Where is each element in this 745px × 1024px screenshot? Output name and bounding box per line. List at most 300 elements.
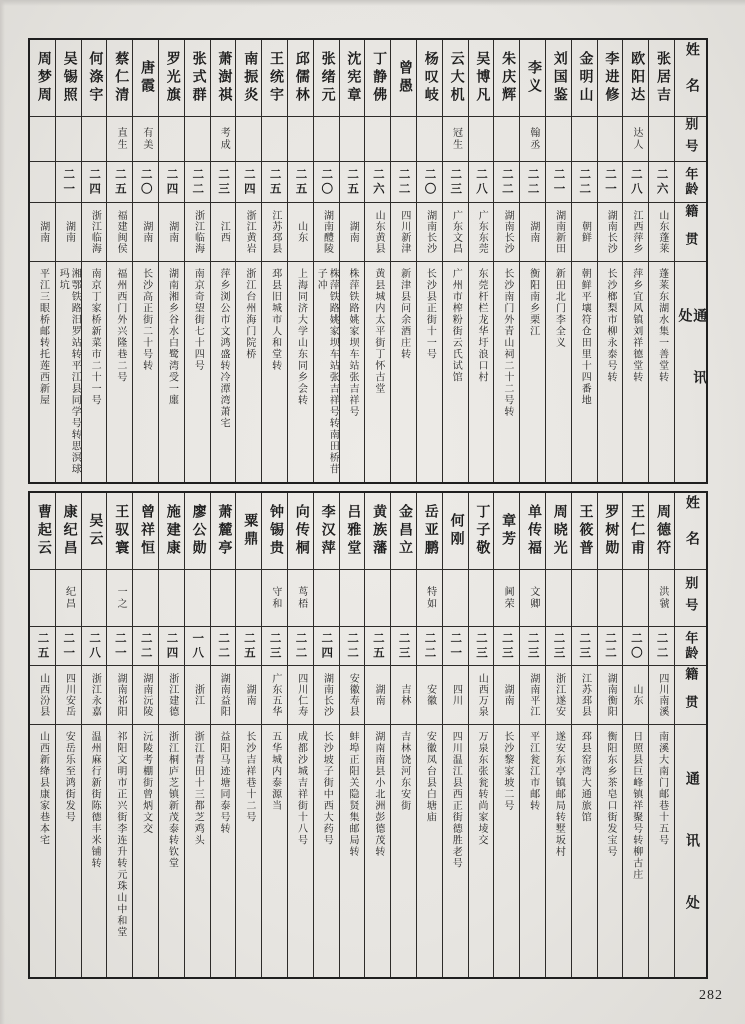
person-native-place: 浙江建德 [159,666,184,725]
person-age: 二五 [30,627,55,666]
person-alias: 特如 [417,570,442,627]
header-address: 通讯处 [683,771,699,957]
person-address: 邳县旧城市人和堂转 [269,268,281,372]
person-native-place: 山西汾县 [30,666,55,725]
person-name: 章芳 [494,493,519,570]
person-column [598,493,624,977]
person-age: 二四 [314,627,339,666]
person-age: 二〇 [623,627,648,666]
person-column [365,40,391,482]
person-name: 王仁甫 [623,493,648,570]
person-native-place: 湖南新田 [546,203,571,262]
person-column [623,40,649,482]
person-alias [443,570,468,627]
person-age: 二五 [236,627,261,666]
person-alias [314,570,339,627]
person-address: 蚌埠正阳关隐贤集邮局转 [347,731,359,858]
person-name: 罗光旗 [159,40,184,117]
person-column [288,40,314,482]
person-address: 平江三眼桥邮转托莲西新屋 [37,268,49,406]
person-age: 二四 [159,627,184,666]
person-name: 罗树勋 [598,493,623,570]
person-age: 二三 [443,162,468,203]
person-name: 唐霞 [133,40,158,117]
person-alias [391,570,416,627]
person-column [623,493,649,977]
person-address: 衡阳东乡茶皂口街发宝号 [605,731,616,858]
person-address: 南京奇望街七十四号 [192,268,204,372]
person-address: 山西新绛县康家巷本宅 [37,731,49,846]
person-name: 何刚 [443,493,468,570]
person-column [56,40,82,482]
person-native-place: 广东五华 [262,666,287,725]
header-native-place: 籍贯 [675,203,706,262]
person-alias [262,117,287,162]
person-address: 日照县巨峰镇祥聚号转柳古庄 [630,731,642,881]
person-alias [623,570,648,627]
person-column [30,40,56,482]
person-name: 南振炎 [236,40,261,117]
person-age [30,162,55,203]
person-column [236,493,262,977]
person-column [391,493,417,977]
person-name: 欧阳达 [623,40,648,117]
person-age: 二二 [417,627,442,666]
person-name: 朱庆辉 [494,40,519,117]
person-native-place: 湖南 [365,666,390,725]
person-native-place: 湖南 [56,203,81,262]
person-column [211,40,237,482]
person-age: 二八 [82,627,107,666]
person-address: 株萍铁路姚家坝车站张吉祥号 [347,268,359,418]
person-alias: 有美 [133,117,158,162]
person-column [262,493,288,977]
person-address: 温州麻行新街陈德丰米铺转 [89,731,101,869]
person-address: 吉林饶河东安街 [398,731,410,812]
person-age: 二〇 [133,162,158,203]
person-native-place: 湖南祁阳 [107,666,132,725]
person-column [314,40,340,482]
header-alias: 别号 [675,117,706,162]
person-name: 李义 [520,40,545,117]
person-age: 二二 [494,162,519,203]
person-age: 二四 [82,162,107,203]
person-native-place: 吉林 [391,666,416,725]
person-alias [649,117,674,162]
person-age: 二三 [391,627,416,666]
person-age: 二一 [107,627,132,666]
person-alias: 考成 [211,117,236,162]
person-native-place: 湖南衡阳 [598,666,623,725]
header-alias: 别号 [675,570,706,627]
person-column [469,493,495,977]
person-native-place: 浙江永嘉 [82,666,107,725]
person-address: 浙江桐庐芝镇新茂泰转钦堂 [166,731,178,869]
person-address: 朝鲜平壤符仓田里十四番地 [579,268,591,406]
person-name: 施建康 [159,493,184,570]
person-alias [159,117,184,162]
person-name: 曹起云 [30,493,55,570]
person-address: 东莞杆栏龙华圩浪口村 [476,268,488,383]
person-age: 二三 [520,627,545,666]
person-age: 二四 [159,162,184,203]
person-age: 二六 [365,162,390,203]
person-name: 岳亚鹏 [417,493,442,570]
person-address: 平江瓮江市邮转 [527,731,539,812]
person-native-place: 四川 [443,666,468,725]
person-alias [598,570,623,627]
person-alias [30,570,55,627]
person-native-place: 湖南沅陵 [133,666,158,725]
person-address: 长沙吉祥巷十二号 [243,731,255,823]
person-name: 钟锡贵 [262,493,287,570]
person-address: 萍乡宜风镇刘祥德堂转 [630,268,642,383]
person-native-place: 湖南长沙 [598,203,623,262]
person-address: 蓬莱东湖水集一善堂转 [656,268,668,383]
person-native-place: 湖南长沙 [314,666,339,725]
person-address: 新津县问余酒庄转 [398,268,410,360]
person-native-place: 湖南 [133,203,158,262]
person-alias [236,570,261,627]
person-alias: 洪虢 [649,570,674,627]
person-column [443,40,469,482]
person-column [417,493,443,977]
person-name: 萧麓亭 [211,493,236,570]
person-alias: 文卿 [520,570,545,627]
person-column [82,493,108,977]
person-age: 二二 [391,162,416,203]
person-address: 湖南湘乡谷水白鹭湾受一廛 [166,268,178,406]
person-column [30,493,56,977]
person-alias [30,117,55,162]
person-address: 浙江台州海门院桥 [243,268,255,360]
person-native-place: 湖南 [340,203,365,262]
person-age: 二二 [598,627,623,666]
person-age: 二一 [443,627,468,666]
person-native-place: 四川仁寿 [288,666,313,725]
header-column [675,493,706,977]
person-native-place: 湖南 [520,203,545,262]
person-age: 二〇 [417,162,442,203]
person-column [340,493,366,977]
person-native-place: 安徽 [417,666,442,725]
person-address: 浙江青田十三都芝鸡头 [192,731,204,846]
person-age: 二五 [365,627,390,666]
person-native-place: 山西万泉 [469,666,494,725]
person-address: 沅陵考棚街曾炳文交 [140,731,152,835]
person-address: 万泉东张瓮转尚家堎交 [476,731,488,846]
scan-edge-artifact [0,0,745,6]
person-name: 周晓光 [546,493,571,570]
person-name: 单传福 [520,493,545,570]
person-column [572,40,598,482]
person-address: 黄县城内太平街丁怀古堂 [372,268,384,395]
person-name: 王统宇 [262,40,287,117]
person-alias [546,570,571,627]
person-address: 广州市榨粉街云氏试馆 [450,268,462,383]
person-native-place: 浙江临海 [82,203,107,262]
person-address: 邳县窑湾大通旅馆 [579,731,591,823]
header-native-place: 籍贯 [675,666,706,725]
person-native-place: 浙江遂安 [546,666,571,725]
person-name: 邱儒林 [288,40,313,117]
person-age: 二二 [288,627,313,666]
person-name: 廖公勋 [185,493,210,570]
person-name: 蔡仁清 [107,40,132,117]
person-column [107,40,133,482]
person-age: 二一 [56,162,81,203]
person-age: 二三 [211,162,236,203]
person-address: 安岳乐至鸿街发号 [63,731,75,823]
person-native-place: 浙江 [185,666,210,725]
person-age: 一八 [185,627,210,666]
person-address: 湘鄂铁路汨罗站转平江县同学号转思溟球玛坑 [57,268,81,475]
person-address: 株萍铁路姚家坝车站张吉祥号转南田桥苷子冲 [315,268,339,475]
person-column [133,40,159,482]
person-name: 周德符 [649,493,674,570]
person-age: 二一 [546,162,571,203]
person-name: 金昌立 [391,493,416,570]
person-name: 周梦周 [30,40,55,117]
person-native-place: 江西 [211,203,236,262]
person-column [82,40,108,482]
person-column [391,40,417,482]
person-alias: 一之 [107,570,132,627]
person-age: 二五 [107,162,132,203]
person-native-place: 湖南 [159,203,184,262]
person-column [107,493,133,977]
person-name: 张式群 [185,40,210,117]
person-age: 二二 [211,627,236,666]
person-column [417,40,443,482]
header-address: 通讯处 [676,308,706,432]
person-native-place: 山东蓬莱 [649,203,674,262]
person-alias [56,117,81,162]
person-column [56,493,82,977]
person-alias [236,117,261,162]
person-name: 何涤宇 [82,40,107,117]
person-address: 四川温江县西正街德胜老号 [450,731,462,869]
person-name: 张居吉 [649,40,674,117]
person-age: 二一 [56,627,81,666]
person-name: 吴云 [82,493,107,570]
person-column [546,493,572,977]
person-address: 长沙黎家坡二号 [501,731,513,812]
person-native-place: 江苏邳县 [262,203,287,262]
page-number: 282 [699,988,723,1003]
person-age: 二四 [236,162,261,203]
person-alias [365,570,390,627]
person-column [572,493,598,977]
person-name: 沈宪章 [340,40,365,117]
person-alias [572,570,597,627]
person-alias: 冠生 [443,117,468,162]
person-age: 二一 [598,162,623,203]
person-native-place: 湖南 [30,203,55,262]
person-name: 李进修 [598,40,623,117]
person-name: 向传桐 [288,493,313,570]
person-name: 张绪元 [314,40,339,117]
person-alias [211,570,236,627]
person-age: 二二 [520,162,545,203]
person-native-place: 浙江黄岩 [236,203,261,262]
person-column [494,40,520,482]
person-column [314,493,340,977]
person-alias [82,570,107,627]
person-native-place: 山东黄县 [365,203,390,262]
person-alias [494,117,519,162]
person-name: 丁子敬 [469,493,494,570]
person-age: 二六 [649,162,674,203]
person-native-place: 福建闽侯 [107,203,132,262]
person-address: 南溪大南门邮巷十五号 [656,731,668,846]
header-age: 年龄 [675,162,706,203]
person-alias [417,117,442,162]
person-age: 二三 [262,627,287,666]
person-age: 二二 [649,627,674,666]
person-native-place: 湖南长沙 [417,203,442,262]
person-age: 二三 [546,627,571,666]
person-column [649,493,675,977]
scan-edge-artifact [0,0,5,1024]
person-address: 益阳马迹塘同泰号转 [218,731,230,835]
person-alias [469,570,494,627]
person-address: 湖南南县小北洲彭德茂转 [372,731,384,858]
person-name: 吴博凡 [469,40,494,117]
person-age: 二二 [340,627,365,666]
person-address: 五华城内泰源当 [269,731,281,812]
person-address: 长沙县正街十一号 [424,268,436,360]
person-address: 衡阳南乡栗江 [527,268,539,337]
person-alias [82,117,107,162]
person-name: 曾祥恒 [133,493,158,570]
person-address: 福州西门外兴隆巷二号 [114,268,126,383]
person-address: 新田北门李全义 [553,268,565,349]
person-column [159,493,185,977]
person-address: 长沙高正街二十号转 [140,268,152,372]
person-name: 王筱普 [572,493,597,570]
person-alias: 阃荣 [494,570,519,627]
person-alias [340,117,365,162]
person-name: 杨叹岐 [417,40,442,117]
header-name: 姓名 [675,493,706,570]
person-alias [288,117,313,162]
person-native-place: 广东文昌 [443,203,468,262]
person-column [546,40,572,482]
person-column [520,493,546,977]
person-age: 二二 [133,627,158,666]
person-address: 长沙坡子街中西大药号 [321,731,333,846]
person-column [598,40,624,482]
header-column [675,40,706,482]
person-age: 二三 [494,627,519,666]
header-age: 年龄 [675,627,706,666]
person-name: 云大机 [443,40,468,117]
person-address: 萍乡浏公市文鸿盛转冷潭湾萧宅 [218,268,230,429]
person-age: 二五 [262,162,287,203]
person-alias [391,117,416,162]
person-alias [598,117,623,162]
person-alias [572,117,597,162]
person-address: 安徽凤台县白塘庙 [424,731,436,823]
person-address: 祁阳文明市正兴街李连升转元珠山中和堂 [114,731,126,938]
person-name: 萧澍祺 [211,40,236,117]
person-name: 刘国鉴 [546,40,571,117]
directory-table-top [28,38,708,484]
person-column [262,40,288,482]
person-age: 二三 [572,627,597,666]
person-column [288,493,314,977]
person-age: 二二 [185,162,210,203]
person-native-place: 广东东莞 [469,203,494,262]
person-age: 二五 [340,162,365,203]
person-name: 曾愚 [391,40,416,117]
person-name: 康纪昌 [56,493,81,570]
person-column [185,493,211,977]
person-native-place: 湖南 [494,666,519,725]
person-alias: 纪昌 [56,570,81,627]
person-alias: 达人 [623,117,648,162]
person-name: 金明山 [572,40,597,117]
person-alias [314,117,339,162]
person-name: 王驭寰 [107,493,132,570]
person-address: 成都沙城吉祥街十八号 [295,731,307,846]
person-address: 长沙南门外青山祠二十二号转 [501,268,513,418]
person-native-place: 四川南溪 [649,666,674,725]
person-name: 李汉萍 [314,493,339,570]
person-native-place: 浙江临海 [185,203,210,262]
person-native-place: 朝鲜 [572,203,597,262]
person-column [159,40,185,482]
person-column [340,40,366,482]
person-age: 二〇 [314,162,339,203]
person-alias [185,570,210,627]
person-column [365,493,391,977]
person-address: 上海同济大学山东同乡会转 [295,268,307,406]
person-native-place: 四川新津 [391,203,416,262]
person-native-place: 江苏邳县 [572,666,597,725]
person-column [469,40,495,482]
person-column [236,40,262,482]
person-alias [546,117,571,162]
person-alias [340,570,365,627]
person-native-place: 湖南长沙 [494,203,519,262]
person-alias: 翰丞 [520,117,545,162]
person-column [443,493,469,977]
person-name: 吴锡照 [56,40,81,117]
person-age: 二八 [623,162,648,203]
person-name: 丁静佛 [365,40,390,117]
person-native-place: 山东 [288,203,313,262]
person-alias: 直生 [107,117,132,162]
person-name: 吕雅堂 [340,493,365,570]
person-alias [185,117,210,162]
person-name: 黄族藩 [365,493,390,570]
person-native-place: 江西萍乡 [623,203,648,262]
person-native-place: 湖南 [236,666,261,725]
directory-tables [28,38,708,979]
person-column [520,40,546,482]
person-name: 粟鼎 [236,493,261,570]
person-alias [159,570,184,627]
person-column [649,40,675,482]
person-alias: 茑梧 [288,570,313,627]
person-native-place: 湖南益阳 [211,666,236,725]
person-address: 南京丁家桥新菜市二十一号 [89,268,101,406]
person-column [185,40,211,482]
person-native-place: 湖南醴陵 [314,203,339,262]
person-native-place: 安徽寿县 [340,666,365,725]
